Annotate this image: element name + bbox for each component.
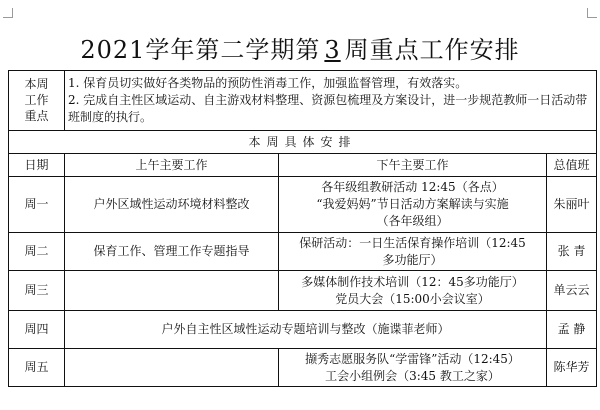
afternoon-task: 撷秀志愿服务队“学雷锋”活动（12:45） xyxy=(305,351,520,366)
afternoon-task: 多媒体制作技术培训（12：45多功能厅） xyxy=(301,274,524,289)
table-row xyxy=(9,233,597,271)
afternoon-task: 各年级组教研活动 12:45（各点） xyxy=(321,180,504,194)
focus-row xyxy=(9,71,597,131)
table-row xyxy=(9,177,597,233)
afternoon-tasks xyxy=(279,349,547,387)
focus-content xyxy=(65,71,597,131)
duty-person: 孟 静 xyxy=(547,311,597,349)
afternoon-tasks xyxy=(279,233,547,271)
duty-person: 单云云 xyxy=(547,271,597,311)
focus-item-1: 1. 保育员切实做好各类物品的预防性消毒工作，加强监督管理，有效落实。 xyxy=(68,76,468,90)
day-label: 周五 xyxy=(9,349,65,387)
afternoon-task: “我爱妈妈”节日活动方案解读与实施 xyxy=(316,197,509,211)
afternoon-task: 保研活动：一日生活保育操作培训（12:45 xyxy=(299,235,526,250)
day-label: 周二 xyxy=(9,233,65,271)
duty-person: 朱丽叶 xyxy=(547,177,597,233)
morning-task xyxy=(65,271,279,311)
crop-mark-right xyxy=(587,8,597,18)
focus-label: 本周工作重点 xyxy=(9,71,65,131)
schedule-table xyxy=(8,70,597,387)
table-row xyxy=(9,349,597,387)
table-row xyxy=(9,311,597,349)
morning-task xyxy=(65,349,279,387)
afternoon-task: 党员大会（15:00小会议室） xyxy=(335,291,490,306)
section-row xyxy=(9,131,597,154)
morning-task: 户外区域性运动环境材料整改 xyxy=(65,177,279,233)
afternoon-task: 工会小组例会（3:45 教工之家） xyxy=(325,368,500,383)
focus-item-2: 2. 完成自主性区域运动、自主游戏材料整理、资源包梳理及方案设计，进一步规范教师一日活动带班制度的执行。 xyxy=(68,93,588,124)
day-label: 周一 xyxy=(9,177,65,233)
afternoon-tasks xyxy=(279,177,547,233)
section-title: 本周具体安排 xyxy=(9,131,597,154)
morning-task: 保育工作、管理工作专题指导 xyxy=(65,233,279,271)
header-duty: 总值班 xyxy=(547,154,597,177)
afternoon-task: 多功能厅） xyxy=(382,252,443,267)
duty-person: 张 青 xyxy=(547,233,597,271)
duty-person: 陈华芳 xyxy=(547,349,597,387)
header-date: 日期 xyxy=(9,154,65,177)
day-label: 周四 xyxy=(9,311,65,349)
crop-mark-left xyxy=(3,8,13,18)
week-number: 3 xyxy=(324,36,341,64)
page-title xyxy=(0,30,600,65)
day-label: 周三 xyxy=(9,271,65,311)
combined-task: 户外自主性区域性运动专题培训与整改（施谍菲老师） xyxy=(65,311,547,349)
title-suffix: 周重点工作安排 xyxy=(344,36,520,64)
header-morning: 上午主要工作 xyxy=(65,154,279,177)
afternoon-tasks xyxy=(279,271,547,311)
header-row xyxy=(9,154,597,177)
afternoon-task: （各年级组） xyxy=(376,214,449,228)
header-afternoon: 下午主要工作 xyxy=(279,154,547,177)
table-row xyxy=(9,271,597,311)
title-prefix: 2021学年第二学期第 xyxy=(80,36,321,64)
